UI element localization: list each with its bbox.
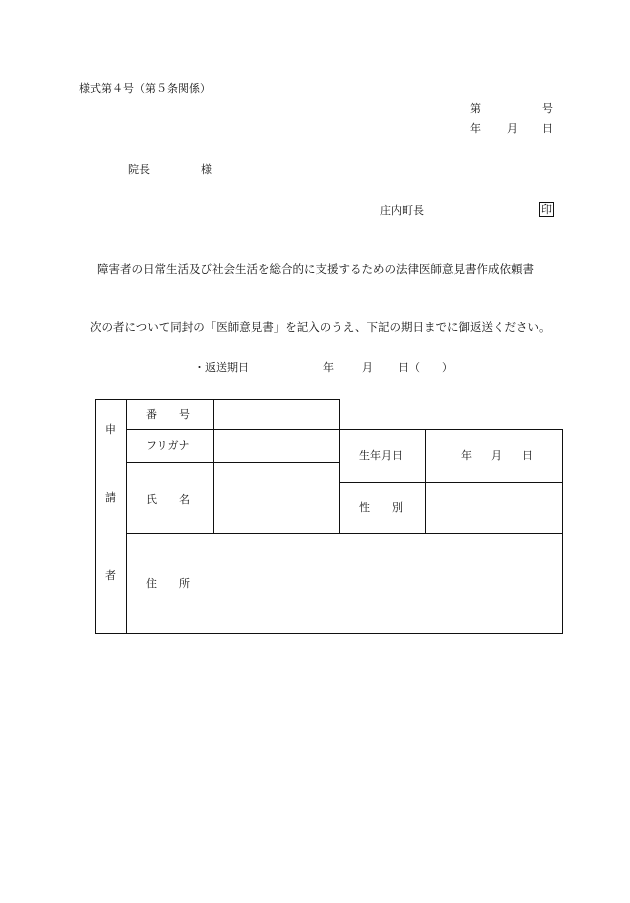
seal-mark: 印 bbox=[541, 203, 552, 216]
return-date-month: 月 bbox=[362, 361, 373, 374]
date-day-label: 日 bbox=[542, 122, 553, 135]
addressee-honorific: 様 bbox=[201, 163, 212, 176]
address-label: 住 所 bbox=[146, 577, 190, 590]
form-number: 様式第４号（第５条関係） bbox=[79, 82, 211, 95]
date-month-label: 月 bbox=[507, 122, 518, 135]
applicant-char-2: 請 bbox=[105, 491, 116, 504]
birthdate-month: 月 bbox=[491, 449, 502, 462]
birthdate-label: 生年月日 bbox=[359, 449, 403, 462]
birthdate-year: 年 bbox=[461, 449, 472, 462]
table-line bbox=[126, 429, 563, 430]
table-line bbox=[95, 633, 563, 634]
furigana-label: フリガナ bbox=[146, 439, 190, 452]
table-line bbox=[126, 462, 339, 463]
table-line bbox=[95, 399, 339, 400]
table-line bbox=[126, 399, 127, 634]
table-line bbox=[562, 429, 563, 634]
table-line bbox=[425, 429, 426, 534]
table-line bbox=[339, 399, 340, 534]
table-line bbox=[95, 399, 96, 634]
applicant-char-1: 申 bbox=[105, 423, 116, 436]
document-number-suffix: 号 bbox=[542, 102, 553, 115]
document-number-prefix: 第 bbox=[470, 102, 481, 115]
number-label: 番 号 bbox=[146, 408, 190, 421]
sex-label: 性 別 bbox=[359, 501, 403, 514]
date-year-label: 年 bbox=[470, 122, 481, 135]
table-line bbox=[126, 533, 563, 534]
birthdate-day: 日 bbox=[522, 449, 533, 462]
document-title: 障害者の日常生活及び社会生活を総合的に支援するための法律医師意見書作成依頼書 bbox=[97, 262, 534, 276]
table-line bbox=[339, 482, 563, 483]
sender-name: 庄内町長 bbox=[380, 204, 424, 217]
return-date-label: ・返送期日 bbox=[194, 361, 249, 374]
table-line bbox=[213, 399, 214, 534]
applicant-char-3: 者 bbox=[105, 569, 116, 582]
return-date-day: 日（ ） bbox=[398, 361, 453, 374]
body-text: 次の者について同封の「医師意見書」を記入のうえ、下記の期日までに御返送ください。 bbox=[90, 320, 551, 334]
return-date-year: 年 bbox=[323, 361, 334, 374]
name-label: 氏 名 bbox=[146, 493, 190, 506]
addressee-title: 院長 bbox=[128, 163, 150, 176]
